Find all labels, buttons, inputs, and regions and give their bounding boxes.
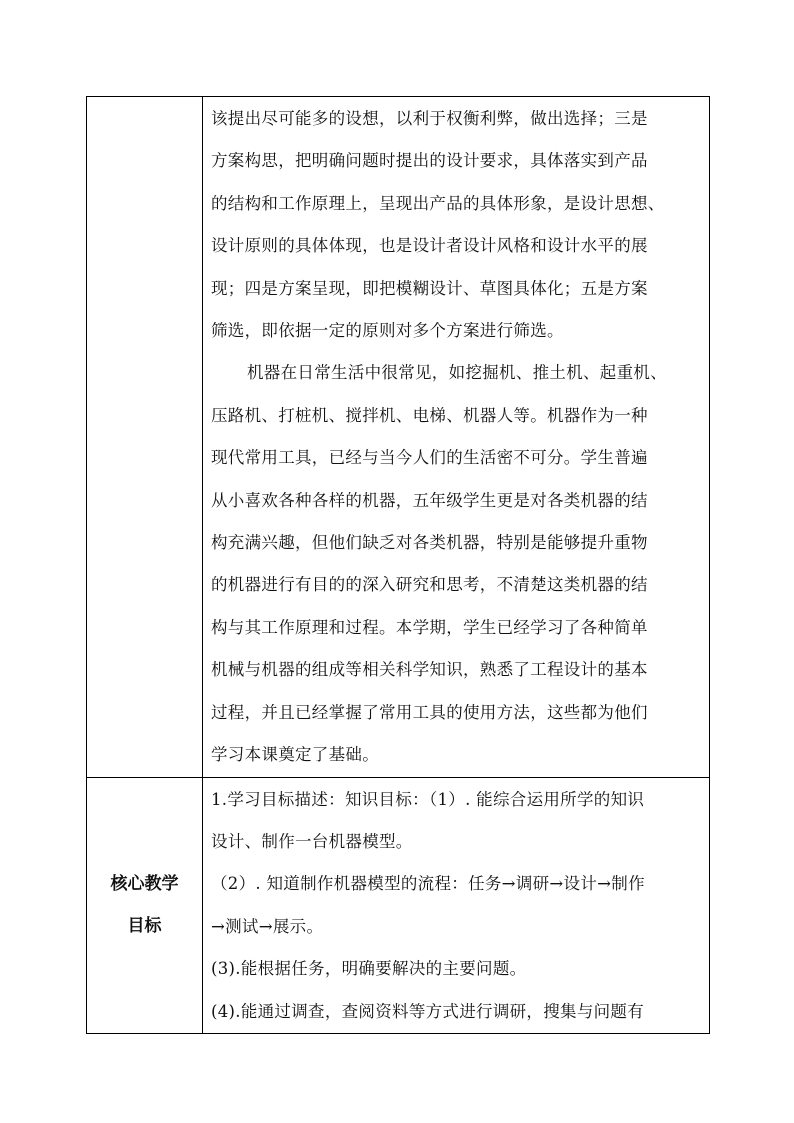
text-line: 的机器进行有目的的深入研究和思考，不清楚这类机器的结 <box>211 575 648 595</box>
row-label-cell <box>87 777 203 1033</box>
row-content-cell <box>203 97 710 778</box>
paragraph <box>211 991 705 1033</box>
text-line: (3).能根据任务，明确要解决的主要问题。 <box>211 959 527 979</box>
text-line: 机械与机器的组成等相关科学知识，熟悉了工程设计的基本 <box>211 660 648 680</box>
text-line: (4).能通过调查，查阅资料等方式进行调研，搜集与问题有 <box>211 1001 645 1021</box>
text-line: 学习本课奠定了基础。 <box>211 745 379 765</box>
text-line: 现；四是方案呈现，即把模糊设计、草图具体化；五是方案 <box>211 278 648 298</box>
text-line: 筛选，即依据一定的原则对多个方案进行筛选。 <box>211 321 564 341</box>
row-content-cell <box>203 777 710 1033</box>
paragraph <box>211 352 705 776</box>
paragraph <box>211 779 705 864</box>
text-line: （2）. 知道制作机器模型的流程：任务→调研→设计→制作 <box>211 874 645 894</box>
table-row <box>87 777 710 1033</box>
row-label: 目标 <box>127 916 162 937</box>
text-line: 的结构和工作原理上，呈现出产品的具体形象，是设计思想、 <box>211 193 665 213</box>
text-line: 1.学习目标描述：知识目标：（1）. 能综合运用所学的知识 <box>211 789 645 809</box>
text-line: →测试→展示。 <box>211 916 324 936</box>
text-line: 设计原则的具体体现，也是设计者设计风格和设计水平的展 <box>211 236 648 256</box>
text-line: 现代常用工具，已经与当今人们的生活密不可分。学生普遍 <box>211 448 648 468</box>
paragraph <box>211 863 705 948</box>
text-line: 构充满兴趣，但他们缺乏对各类机器，特别是能够提升重物 <box>211 533 648 553</box>
text-line: 方案构思，把明确问题时提出的设计要求，具体落实到产品 <box>211 151 648 171</box>
document-table <box>86 96 710 1034</box>
text-line: 机器在日常生活中很常见，如挖掘机、推土机、起重机、 <box>247 363 667 383</box>
table-row <box>87 97 710 778</box>
row-label-cell <box>87 97 203 778</box>
paragraph <box>211 98 705 352</box>
paragraph <box>211 948 705 990</box>
row-label: 核心教学 <box>110 874 179 895</box>
text-line: 设计、制作一台机器模型。 <box>211 831 413 851</box>
text-line: 从小喜欢各种各样的机器，五年级学生更是对各类机器的结 <box>211 490 648 510</box>
text-line: 过程，并且已经掌握了常用工具的使用方法，这些都为他们 <box>211 702 648 722</box>
text-line: 该提出尽可能多的设想，以利于权衡利弊，做出选择；三是 <box>211 109 648 128</box>
text-line: 构与其工作原理和过程。本学期，学生已经学习了各种简单 <box>211 617 648 637</box>
text-line: 压路机、打桩机、搅拌机、电梯、机器人等。机器作为一种 <box>211 405 648 425</box>
